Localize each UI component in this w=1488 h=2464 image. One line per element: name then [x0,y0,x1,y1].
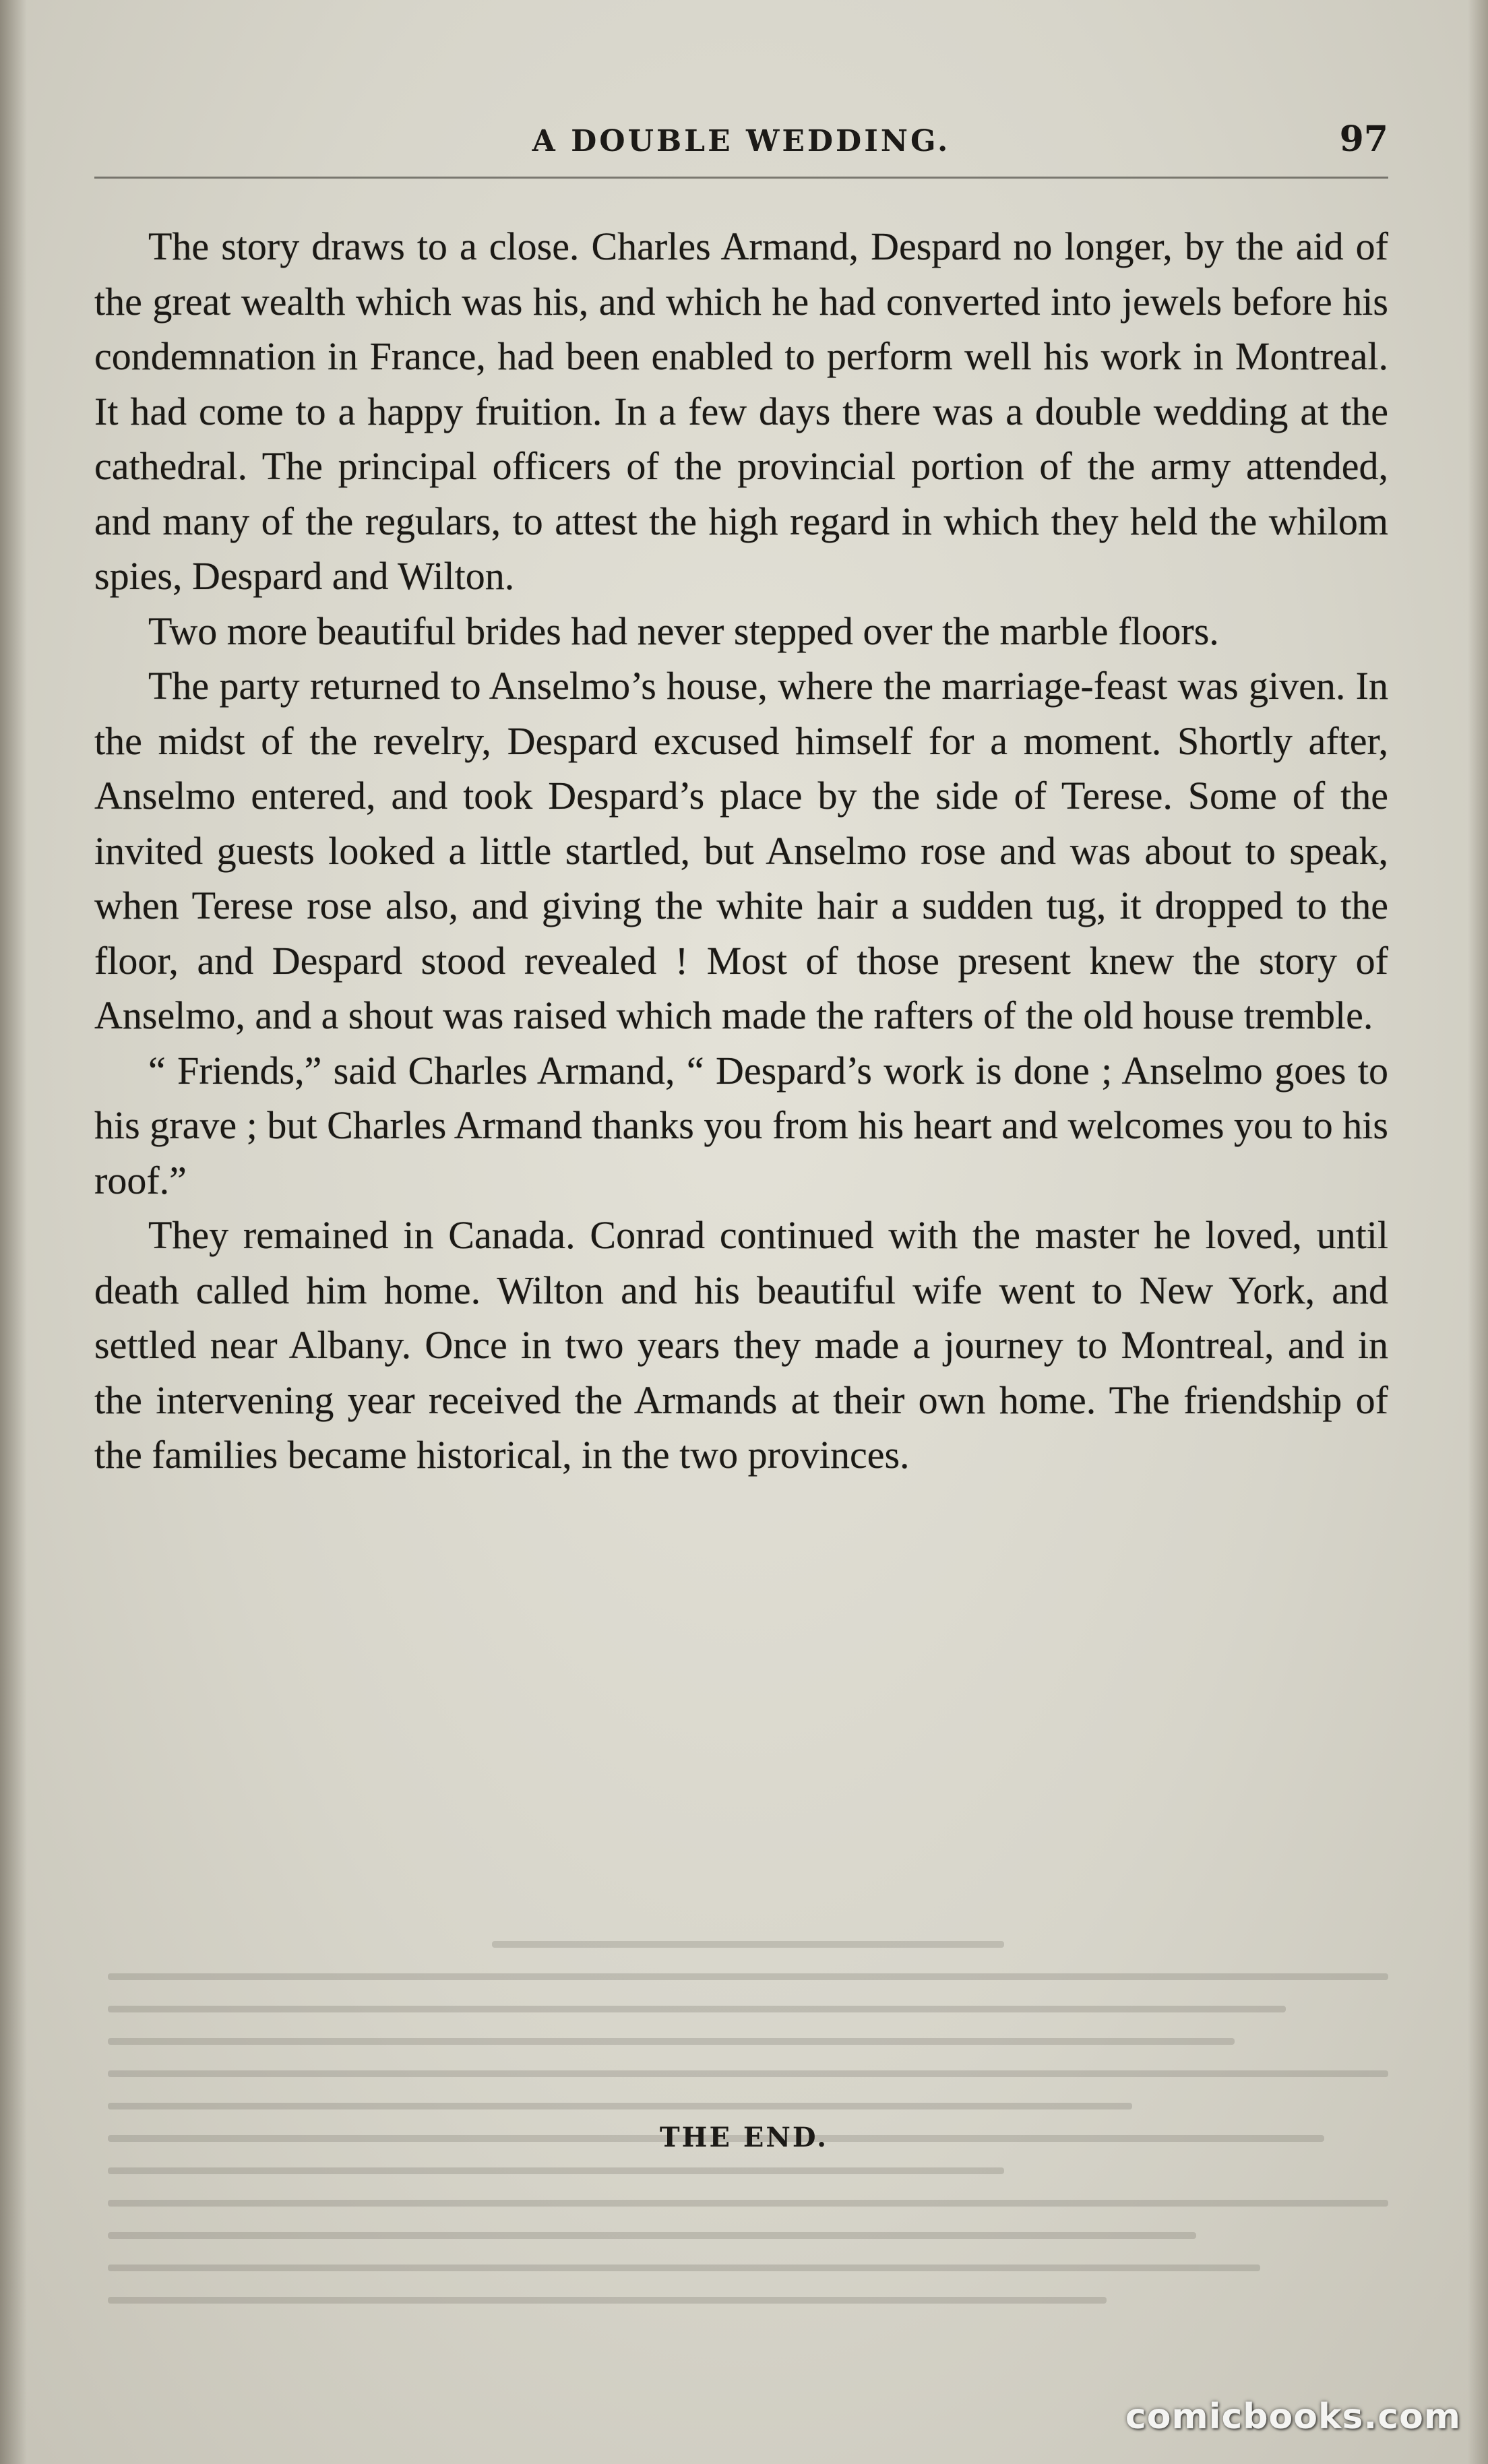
paragraph: They remained in Canada. Conrad continued with the master he loved, until death called him home. Wilton and his beautiful wife went to New York, and settled near Albany. Once in two years they made a journey to Montreal, and in the intervening year received the Armands at their own home. The friendship of the families became historical, in the two provinces. [94,1213,1388,1477]
paragraph: “ Friends,” said Charles Armand, “ Despard’s work is done ; Anselmo goes to his grave ; but Charles Armand thanks you from his heart and welcomes you to his roof.” [94,1048,1388,1202]
page-left-edge-shadow [0,0,27,2464]
story-text [94,219,1388,1483]
running-title: A DOUBLE WEDDING. [532,124,951,158]
show-through-texture [108,1941,1388,2372]
header-rule [94,177,1388,179]
paragraph: The story draws to a close. Charles Armand, Despard no longer, by the aid of the great wealth which was his, and which he had converted into jewels before his condemnation in France, had been enabled to perform well his work in Montreal. It had come to a happy fruition. In a few days there was a double wedding at the cathedral. The principal officers of the provincial portion of the army attended, and many of the regulars, to attest the high regard in which they held the whilom spies, Despard and Wilton. [94,224,1388,598]
the-end-marker: THE END. [659,2122,829,2153]
paragraph: The party returned to Anselmo’s house, where the marriage-feast was given. In the midst of the revelry, Despard excused himself for a moment. Shortly after, Anselmo entered, and took Despard’s place by the side of Terese. Some of the invited guests looked a little startled, but Anselmo rose and was about to speak, when Terese rose also, and giving the white hair a sudden tug, it dropped to the floor, and Despard stood revealed ! Most of those present knew the story of Anselmo, and a shout was raised which made the rafters of the old house tremble. [94,664,1388,1037]
page-number: 97 [1339,119,1388,160]
page-right-edge-shadow [1468,0,1488,2464]
paragraph: Two more beautiful brides had never stepped over the marble floors. [148,609,1219,653]
page-header [94,115,1388,162]
watermark: comicbooks.com [1125,2397,1461,2437]
